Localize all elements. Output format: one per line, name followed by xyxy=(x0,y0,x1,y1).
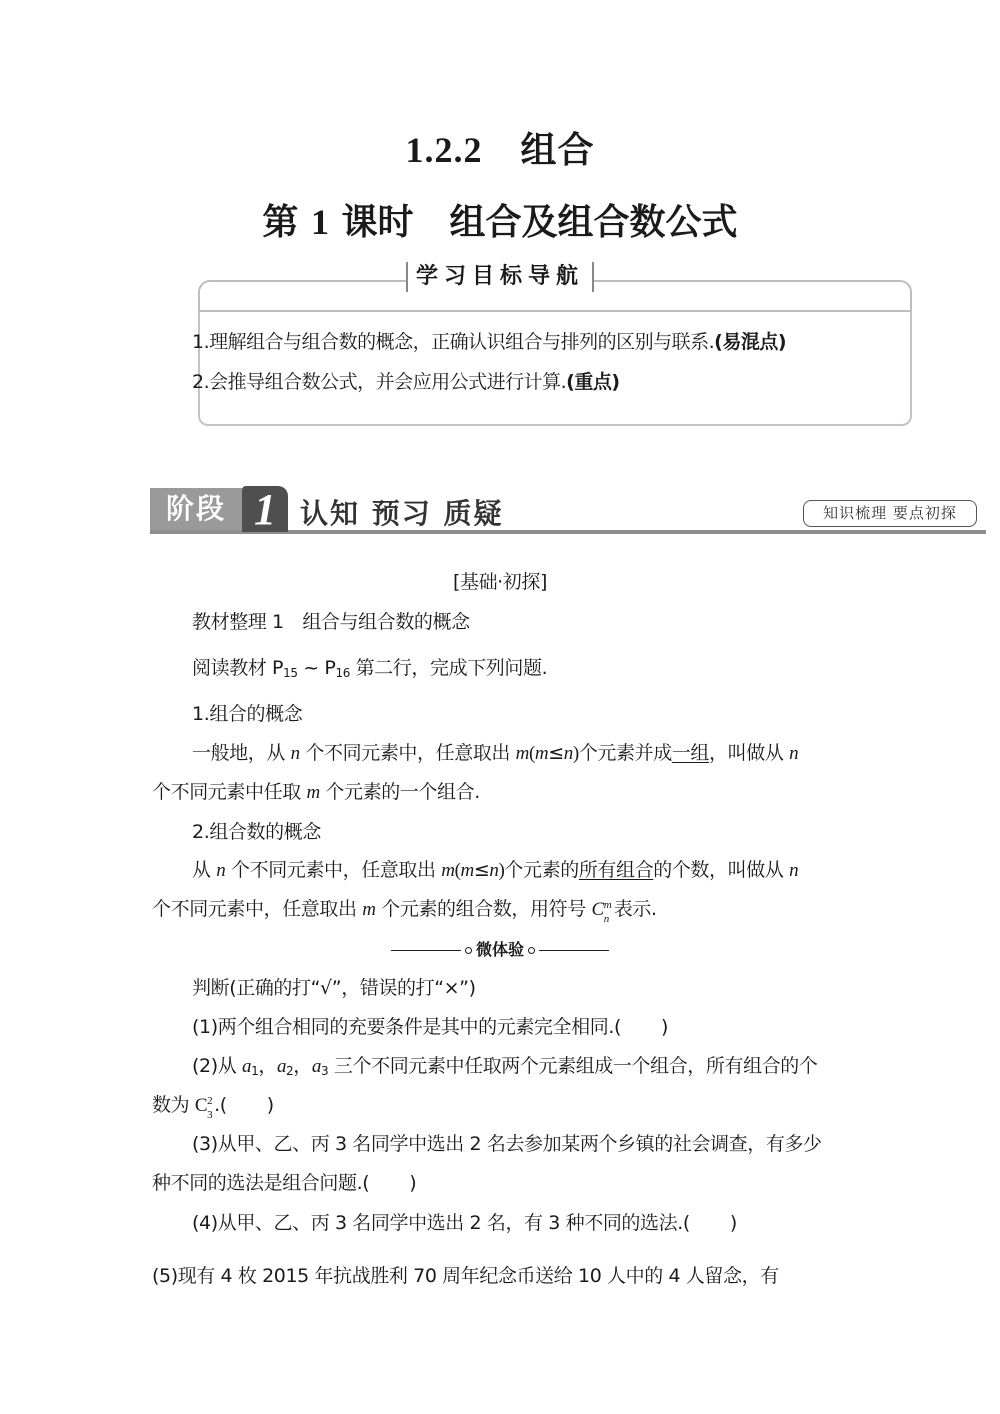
stage-tag: 知识梳理 要点初探 xyxy=(803,500,977,527)
text: 表示. xyxy=(613,898,657,920)
objective-tag: (易混点) xyxy=(714,331,787,353)
concept2-heading: 2.组合数的概念 xyxy=(192,821,321,843)
paren: ) xyxy=(729,1212,737,1234)
leq-symbol: ≤ xyxy=(548,742,564,764)
question-3-cont xyxy=(152,1171,416,1195)
text: 一般地，从 xyxy=(192,742,291,764)
var-m: m xyxy=(460,860,474,881)
subscript: 2 xyxy=(286,1064,294,1078)
section-number: 1.2.2 xyxy=(405,130,483,170)
var-n: n xyxy=(789,860,799,881)
var-n: n xyxy=(290,743,300,764)
judge-instruction: 判断(正确的打“√”，错误的打“×”) xyxy=(192,977,476,999)
question-text: (4)从甲、乙、丙 3 名同学中选出 2 名，有 3 种不同的选法.( xyxy=(192,1212,690,1234)
subscript: 3 xyxy=(321,1064,329,1078)
subheading: [基础·初探] xyxy=(452,571,548,593)
reading-prefix: 阅读教材 P xyxy=(192,657,284,679)
question-text: 种不同的选法是组合问题.( xyxy=(152,1172,370,1194)
question-5: (5)现有 4 枚 2015 年抗战胜利 70 周年纪念币送给 10 人中的 4 人留念，有 xyxy=(152,1265,779,1287)
var-m: m xyxy=(534,743,549,764)
text: 个元素的 xyxy=(504,859,579,881)
concept2-line1 xyxy=(192,858,798,883)
text: 个不同元素中任取 xyxy=(152,781,307,803)
mini-exercise-divider xyxy=(0,937,1000,960)
question-4 xyxy=(192,1211,737,1235)
underlined-term: 所有组合 xyxy=(578,859,654,881)
objective-item xyxy=(192,330,786,354)
objective-tag: (重点) xyxy=(566,371,620,393)
var-m: m xyxy=(441,860,455,881)
paren: ( xyxy=(454,860,461,881)
mini-exercise-label: 微体验 xyxy=(475,940,524,959)
var-n: n xyxy=(489,860,499,881)
text: 的个数，叫做从 xyxy=(653,859,790,881)
lesson-title-text: 组合及组合数公式 xyxy=(449,202,738,243)
combination-symbol xyxy=(194,1094,213,1121)
symbol-c: C xyxy=(194,1095,208,1116)
var-a: a xyxy=(241,1056,252,1077)
page-end: 16 xyxy=(335,666,350,680)
concept1-heading: 1.组合的概念 xyxy=(192,703,303,725)
question-text: (1)两个组合相同的充要条件是其中的元素完全相同.( xyxy=(192,1016,621,1038)
var-n: n xyxy=(216,860,226,881)
section-title-text: 组合 xyxy=(520,130,595,171)
question-3: (3)从甲、乙、丙 3 名同学中选出 2 名去参加某两个乡镇的社会调查，有多少 xyxy=(192,1133,822,1155)
combination-symbol xyxy=(591,898,612,925)
section-title xyxy=(0,122,1000,173)
question-text: .( xyxy=(214,1094,227,1116)
reading-tilde: ~ P xyxy=(297,657,336,679)
divider-line xyxy=(539,950,609,951)
var-n: n xyxy=(789,743,799,764)
concept1-line2 xyxy=(152,780,480,805)
comma: ， xyxy=(258,1055,277,1077)
question-text: (2)从 xyxy=(192,1055,242,1077)
symbol-c: C xyxy=(591,899,604,920)
paren: ) xyxy=(498,860,505,881)
var-a: a xyxy=(276,1056,287,1077)
text: 个不同元素中，任意取出 xyxy=(152,898,363,920)
var-a: a xyxy=(311,1056,322,1077)
objective-item xyxy=(192,370,620,394)
paren: ) xyxy=(660,1016,668,1038)
stage-label: 阶段 xyxy=(150,488,242,530)
objectives-label-wrap xyxy=(0,262,1000,292)
question-text: 三个不同元素中任取两个元素组成一个组合，所有组合的个 xyxy=(328,1055,818,1077)
subscript: 1 xyxy=(251,1064,259,1078)
concept2-line2 xyxy=(152,897,657,925)
text: 从 xyxy=(192,859,217,881)
divider-dot xyxy=(528,947,535,954)
leq-symbol: ≤ xyxy=(473,859,490,881)
text: 个不同元素中，任意取出 xyxy=(299,742,516,764)
var-m: m xyxy=(306,782,320,803)
question-text: 数为 xyxy=(152,1094,195,1116)
symbol-superscript: 2 xyxy=(207,1095,213,1107)
symbol-subscript: 3 xyxy=(207,1109,213,1121)
stage-number: 1 xyxy=(242,486,288,532)
var-m: m xyxy=(362,899,376,920)
objective-text: 2.会推导组合数公式，并会应用公式进行计算. xyxy=(192,371,567,393)
symbol-subscript: n xyxy=(603,913,609,925)
objectives-label: 学习目标导航 xyxy=(406,262,594,292)
divider-line xyxy=(391,950,461,951)
lesson-title xyxy=(0,194,1000,245)
paren: ( xyxy=(528,743,535,764)
paren: ) xyxy=(266,1094,274,1116)
comma: ， xyxy=(293,1055,312,1077)
text: 个元素的一个组合. xyxy=(319,781,480,803)
lesson-number: 1 xyxy=(310,202,329,242)
material-title: 教材整理 1 组合与组合数的概念 xyxy=(192,611,470,633)
concept1-line1 xyxy=(192,741,798,766)
text: ，叫做从 xyxy=(709,742,790,764)
lesson-suffix: 课时 xyxy=(341,202,414,243)
stage-title: 认知 预习 质疑 xyxy=(300,497,504,530)
page-start: 15 xyxy=(283,666,298,680)
symbol-superscript: m xyxy=(603,899,612,911)
question-2-cont xyxy=(152,1093,274,1121)
var-n: n xyxy=(563,743,573,764)
text: 个元素并成 xyxy=(578,742,672,764)
divider-dot xyxy=(465,947,472,954)
reading-suffix: 第二行，完成下列问题. xyxy=(349,657,548,679)
question-2 xyxy=(192,1054,818,1083)
paren: ) xyxy=(572,743,579,764)
text: 个不同元素中，任意取出 xyxy=(225,859,442,881)
underlined-term: 一组 xyxy=(671,742,710,764)
paren: ) xyxy=(409,1172,417,1194)
var-m: m xyxy=(515,743,529,764)
reading-instruction xyxy=(192,656,547,685)
question-1 xyxy=(192,1015,668,1039)
text: 个元素的组合数，用符号 xyxy=(375,898,592,920)
lesson-prefix: 第 xyxy=(262,202,299,243)
objective-text: 1.理解组合与组合数的概念，正确认识组合与排列的区别与联系. xyxy=(192,331,715,353)
